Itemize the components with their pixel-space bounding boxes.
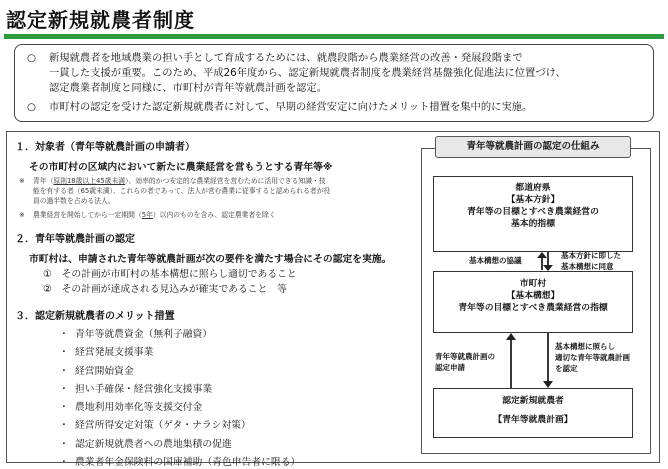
box-line: 【基本構想】 (506, 291, 560, 301)
dot-bullet-icon: ・ (59, 347, 69, 359)
up-arrow-icon (506, 333, 516, 388)
diagram-title: 青年等就農計画の認定の仕組み (435, 136, 631, 158)
note-text: 員の過半数を占める法人。 (33, 197, 115, 205)
section1-note2 (15, 210, 423, 220)
arrow-label-line: 基本構想に同意 (561, 262, 614, 271)
note-text: 青年（ (33, 177, 54, 185)
down-arrow-icon (543, 252, 553, 271)
section2-condition: ② その計画が達成される見込みが確実であること 等 (43, 284, 287, 295)
summary-item (27, 51, 643, 96)
circle-bullet-icon: ○ (27, 52, 36, 64)
merit-item-label: 農地利用効率化等支援交付金 (75, 402, 203, 414)
section2-condition: ① その計画が市町村の基本構想に照らし適切であること (43, 269, 297, 280)
arrow-label (555, 341, 630, 374)
box-line: 市町村 (519, 279, 547, 289)
box-line: 認定新規就農者 (502, 396, 564, 406)
box-line: 都道府県 (515, 183, 551, 193)
circle-bullet-icon: ○ (27, 101, 36, 113)
note-mark: ※ (19, 211, 25, 219)
arrow-label-line: 青年等就農計画の (435, 352, 495, 361)
dot-bullet-icon: ・ (59, 365, 69, 377)
dot-bullet-icon: ・ (59, 457, 69, 469)
summary-line: 市町村の認定を受けた認定新規就農者に対して、早期の経営安定に向けたメリット措置を集中的に実施。 (49, 101, 533, 113)
note-text: 農業経営を開始してから一定期間（ (33, 211, 142, 219)
note-mark: ※ (19, 177, 25, 185)
summary-line: 認定農業者制度と同様に、市町村が青年等就農計画を認定。 (49, 82, 328, 94)
arrow-label-line: 適切な青年等就農計画 (555, 353, 630, 362)
section1-note1 (15, 176, 423, 206)
merit-item-label: 経営所得安定対策（ゲタ・ナラシ対策） (75, 420, 251, 432)
section3-heading: ３．認定新規就農者のメリット措置 (15, 311, 175, 322)
arrow-label: 基本構想の協議 (469, 256, 522, 265)
list-item (15, 436, 423, 454)
merit-item-label: 認定新規就農者への農地集積の促進 (75, 438, 232, 450)
merit-item-label: 担い手確保・経営強化支援事業 (75, 383, 213, 395)
note-text: ）、効率的かつ安定的な農業経営を営むために活用できる知識・技 (125, 177, 326, 185)
down-arrow-icon (543, 333, 553, 388)
dot-bullet-icon: ・ (59, 438, 69, 450)
box-line: 青年等の目標とすべき農業経営の指標 (458, 303, 608, 313)
section2-subheading: 市町村は、申請された青年等就農計画が次の要件を満たす場合にその認定を実施。 (29, 254, 392, 265)
dot-bullet-icon: ・ (59, 329, 69, 340)
list-item (15, 454, 423, 469)
arrow-label (561, 250, 621, 272)
note-text: 能を有する者（65歳未満）、これらの者であって、法人が営む農業に従事すると認められる者が役 (33, 187, 331, 195)
list-item (15, 344, 423, 362)
main-panel (6, 131, 660, 469)
merit-list (15, 326, 423, 469)
certified-farmer-box (433, 388, 633, 438)
note-underlined: 5年 (141, 211, 153, 219)
summary-box (14, 44, 654, 122)
arrow-label-line: 基本方針に即した (561, 251, 621, 260)
summary-item (27, 100, 643, 115)
summary-line: 新規就農者を地域農業の担い手として育成するためには、就農段階から農業経営の改善・発展段階まで (49, 52, 523, 64)
dot-bullet-icon: ・ (59, 402, 69, 414)
dot-bullet-icon: ・ (59, 383, 69, 395)
arrow-label-line: 認定申請 (435, 363, 465, 372)
page-title: 認定新規就農者制度 (6, 8, 195, 32)
arrow-label-line: を認定 (555, 364, 578, 373)
box-line: 青年等の目標とすべき農業経営の (467, 207, 599, 217)
summary-line: 一貫した支援が重要。このため、平成26年度から、認定新規就農者制度を農業経営基盤強化促進法に位置づけ、 (49, 67, 566, 79)
list-item (15, 381, 423, 399)
list-item (15, 326, 423, 344)
box-line: 基本的指標 (511, 219, 555, 229)
merit-item-label: 農業者年金保険料の国庫補助（青色申告者に限る） (75, 457, 301, 469)
list-item (15, 363, 423, 381)
certification-diagram (421, 136, 651, 458)
municipality-box (433, 271, 633, 333)
list-item (15, 399, 423, 417)
list-item (15, 417, 423, 435)
section2-heading: ２．青年等就農計画の認定 (15, 234, 135, 245)
merit-item-label: 青年等就農資金（無利子融資） (75, 329, 213, 340)
title-underline-bar (4, 34, 664, 39)
arrow-label-line: 基本構想に照らし (555, 342, 615, 351)
section1-subheading: その市町村の区域内において新たに農業経営を営もうとする青年等※ (29, 162, 333, 173)
section1-heading: １．対象者（青年等就農計画の申請者） (15, 142, 195, 153)
box-line: 【青年等就農計画】 (493, 415, 573, 425)
arrow-label (435, 351, 495, 373)
box-line: 【基本方針】 (506, 195, 560, 205)
merit-item-label: 経営開始資金 (75, 365, 134, 377)
left-column (15, 138, 423, 469)
prefecture-box (433, 176, 633, 252)
merit-item-label: 経営発展支援事業 (75, 347, 154, 359)
dot-bullet-icon: ・ (59, 420, 69, 432)
note-text: ）以内のものを含み、認定農業者を除く (152, 211, 276, 219)
note-underlined: 原則18歳以上45歳未満 (53, 177, 126, 185)
